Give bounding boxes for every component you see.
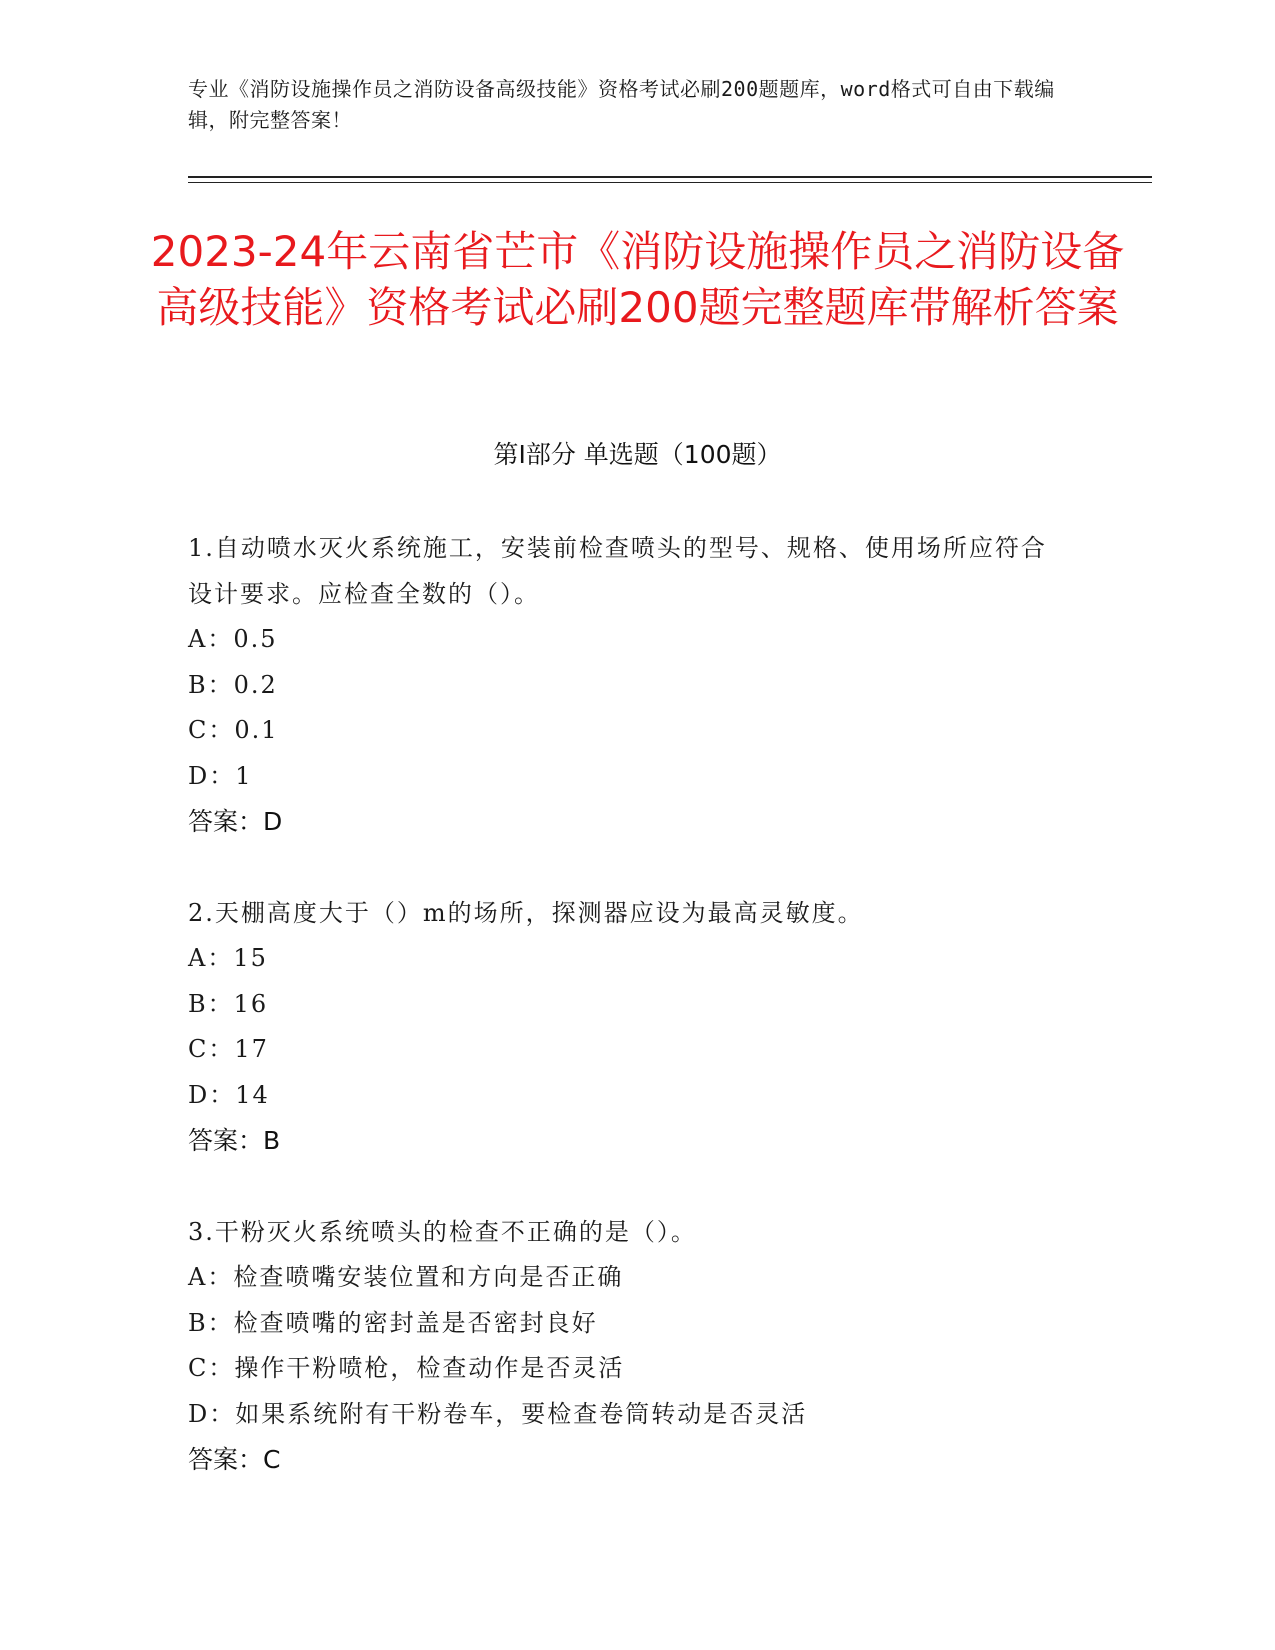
option-a: A：0.5 xyxy=(188,625,278,653)
question-2 xyxy=(188,891,1068,1164)
question-stem: 1.自动喷水灭火系统施工，安装前检查喷头的型号、规格、使用场所应符合设计要求。应检查全数的（）。 xyxy=(188,534,1047,608)
option-a: A：检查喷嘴安装位置和方向是否正确 xyxy=(188,1263,624,1291)
header-divider-thin xyxy=(188,182,1152,183)
answer: 答案：D xyxy=(188,807,283,836)
option-d: D：1 xyxy=(188,761,253,790)
answer: 答案：B xyxy=(188,1126,281,1155)
header-divider-thick xyxy=(188,176,1152,178)
option-d: D：如果系统附有干粉卷车，要检查卷筒转动是否灵活 xyxy=(188,1399,808,1428)
question-stem: 3.干粉灭火系统喷头的检查不正确的是（）。 xyxy=(188,1217,697,1246)
section-heading: 第I部分 单选题（100题） xyxy=(493,440,782,469)
option-c: C：17 xyxy=(188,1035,269,1063)
question-stem: 2.天棚高度大于（）m的场所，探测器应设为最高灵敏度。 xyxy=(188,898,864,927)
option-c: C：0.1 xyxy=(188,716,279,744)
option-b: B：0.2 xyxy=(188,670,278,699)
question-3 xyxy=(188,1210,1068,1483)
option-a: A：15 xyxy=(188,944,268,972)
option-b: B：16 xyxy=(188,989,269,1018)
header-note: 专业《消防设施操作员之消防设备高级技能》资格考试必刷200题题库，word格式可自由下载编辑，附完整答案！ xyxy=(188,77,1055,132)
document-title: 2023-24年云南省芒市《消防设施操作员之消防设备高级技能》资格考试必刷200题完整题库带解析答案 xyxy=(150,227,1125,332)
question-1 xyxy=(188,526,1068,845)
option-c: C：操作干粉喷枪，检查动作是否灵活 xyxy=(188,1354,625,1382)
option-b: B：检查喷嘴的密封盖是否密封良好 xyxy=(188,1308,598,1337)
answer: 答案：C xyxy=(188,1445,281,1474)
question-list xyxy=(188,526,1068,1529)
option-d: D：14 xyxy=(188,1080,270,1109)
